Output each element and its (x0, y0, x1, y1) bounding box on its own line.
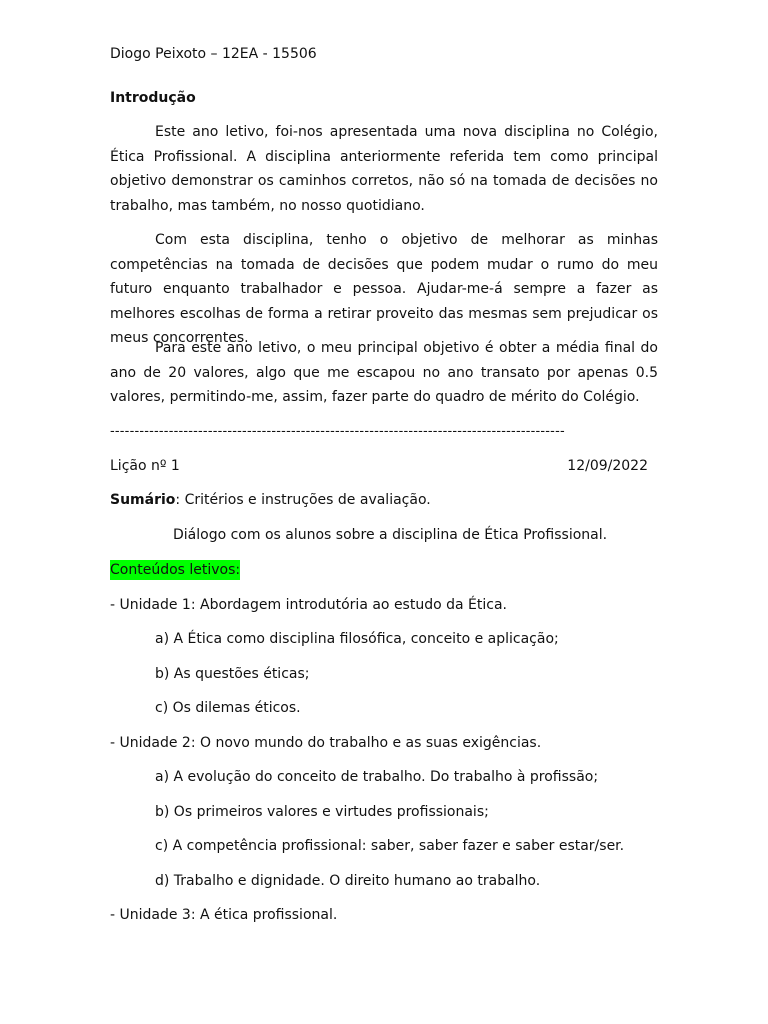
introduction-title: Introdução (110, 90, 196, 106)
unit-2-item-d: d) Trabalho e dignidade. O direito humano ao trabalho. (155, 873, 541, 889)
unit-1-item-b: b) As questões éticas; (155, 666, 310, 682)
author-line: Diogo Peixoto – 12EA - 15506 (110, 46, 317, 62)
summary-label: Sumário (110, 492, 176, 508)
unit-2-item-a: a) A evolução do conceito de trabalho. Do trabalho à profissão; (155, 769, 599, 785)
summary-separator: : (175, 492, 185, 508)
summary-text-1: Critérios e instruções de avaliação. (184, 492, 431, 508)
unit-1-item-a: a) A Ética como disciplina filosófica, conceito e aplicação; (155, 631, 559, 647)
introduction-paragraph-1: Este ano letivo, foi-nos apresentada uma nova disciplina no Colégio, Ética Profissional. A disciplina anteriormente referida tem como principal objetivo demonstrar os caminhos corretos, não só na tomada de decisões no trabalho, mas também, no nosso quotidiano. (110, 124, 658, 214)
document-page (110, 0, 658, 1024)
lesson-title: Lição nº 1 (110, 458, 180, 474)
summary-text-2: Diálogo com os alunos sobre a disciplina de Ética Profissional. (173, 527, 608, 543)
section-divider: --------------------------------------------------------------------------------------------- (110, 424, 565, 439)
unit-2-item-c: c) A competência profissional: saber, saber fazer e saber estar/ser. (155, 838, 625, 854)
contents-label: Conteúdos letivos: (110, 562, 241, 578)
unit-2-title: - Unidade 2: O novo mundo do trabalho e as suas exigências. (110, 735, 542, 751)
unit-2-item-b: b) Os primeiros valores e virtudes profissionais; (155, 804, 489, 820)
unit-1-item-c: c) Os dilemas éticos. (155, 700, 301, 716)
introduction-paragraph-3: Para este ano letivo, o meu principal objetivo é obter a média final do ano de 20 valores, algo que me escapou no ano transato por apenas 0.5 valores, permitindo-me, assim, fazer parte do quadro de mérito do Colégio. (110, 340, 658, 405)
unit-3-title: - Unidade 3: A ética profissional. (110, 907, 338, 923)
lesson-date: 12/09/2022 (567, 458, 648, 474)
summary-line (110, 490, 431, 510)
unit-1-title: - Unidade 1: Abordagem introdutória ao estudo da Ética. (110, 597, 507, 613)
contents-heading (110, 560, 240, 580)
introduction-paragraph-2: Com esta disciplina, tenho o objetivo de melhorar as minhas competências na tomada de decisões que podem mudar o rumo do meu futuro enquanto trabalhador e pessoa. Ajudar-me-á sempre a fazer as melhores escolhas de forma a retirar proveito das mesmas sem prejudicar os meus concorrentes. (110, 232, 658, 346)
